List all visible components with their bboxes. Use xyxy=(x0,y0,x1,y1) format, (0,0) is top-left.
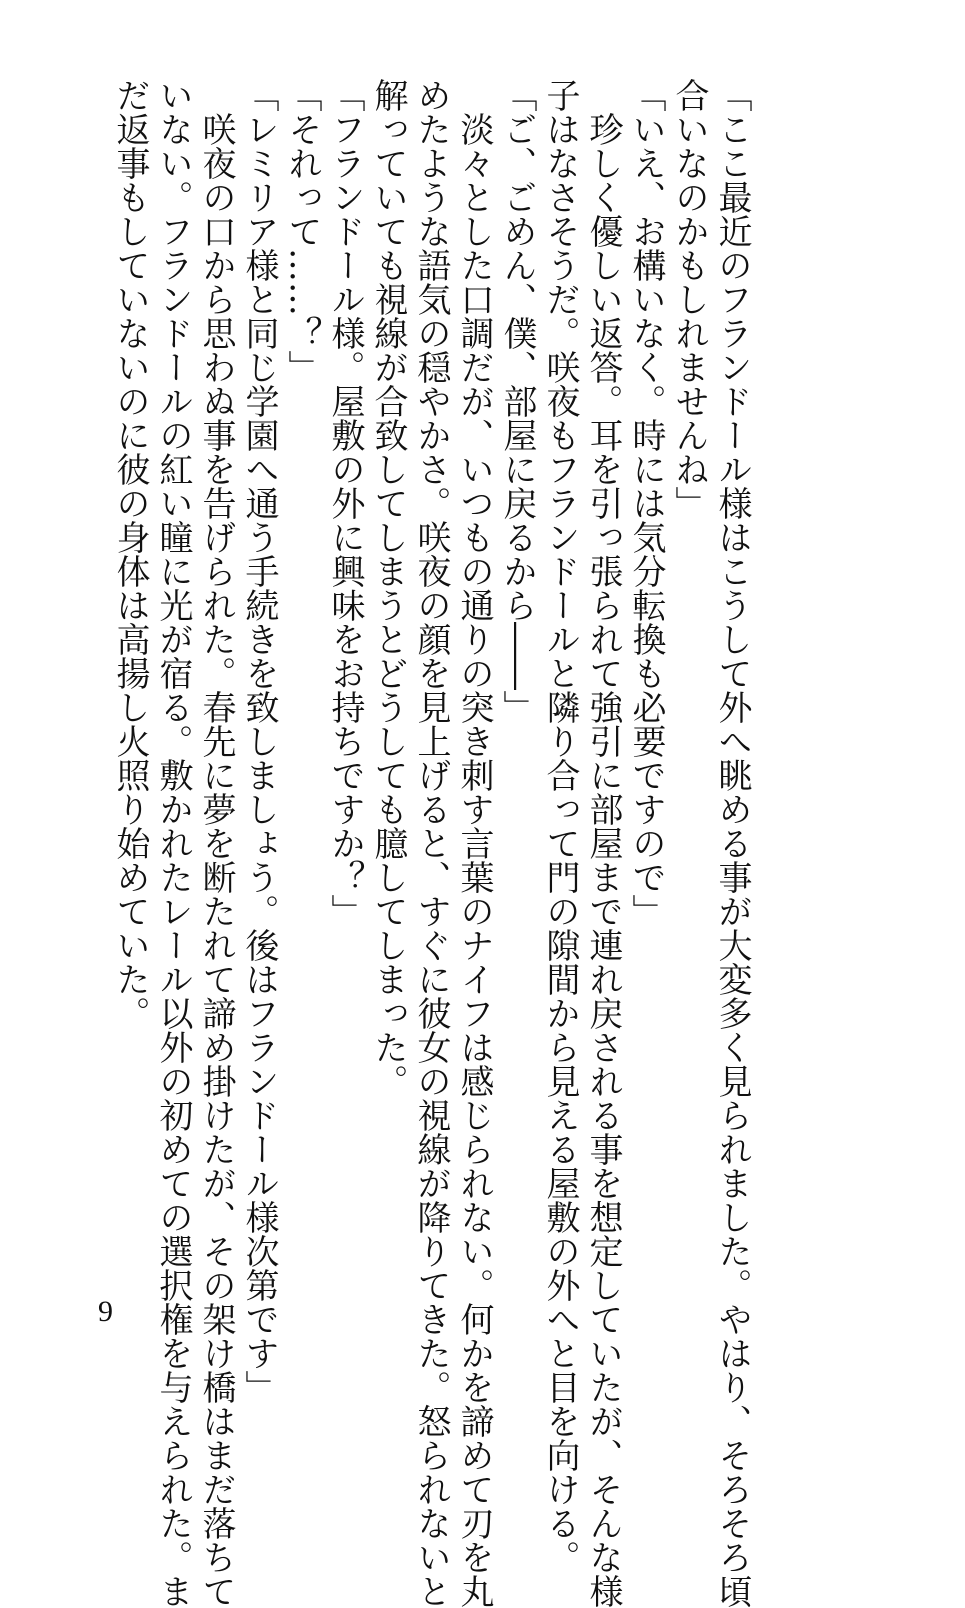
text-line: 「フランドール様。屋敷の外に興味をお持ちですか？」 xyxy=(325,78,365,928)
text-line: 珍しく優しい返答。耳を引っ張られて強引に部屋まで連れ戻される事を想定していたが、そんな様 xyxy=(583,78,623,1608)
text-line: 「ここ最近のフランドール様はこうして外へ眺める事が大変多く見られました。やはり、そろそろ頃 xyxy=(712,78,752,1608)
page-number: 9 xyxy=(98,1295,113,1328)
text-line: 「いえ、お構いなく。時には気分転換も必要ですので」 xyxy=(626,78,666,928)
text-line: 合いなのかもしれませんね」 xyxy=(669,78,709,520)
text-line: 咲夜の口から思わぬ事を告げられた。春先に夢を断たれて諦め掛けたが、その架け橋はまだ落ちて xyxy=(196,78,236,1608)
text-line: めたような語気の穏やかさ。咲夜の顔を見上げると、すぐに彼女の視線が降りてきた。怒られないと xyxy=(411,78,451,1608)
body-text xyxy=(108,78,753,1608)
text-line: いない。フランドールの紅い瞳に光が宿る。敷かれたレール以外の初めての選択権を与えられた。ま xyxy=(153,78,193,1608)
text-line: 「それって……？」 xyxy=(282,78,322,384)
text-line: 淡々とした口調だが、いつもの通りの突き刺す言葉のナイフは感じられない。何かを諦めて刃を丸 xyxy=(454,78,494,1608)
text-line: 「ご、ごめん、僕、部屋に戻るから――」 xyxy=(497,78,537,724)
text-line: 子はなさそうだ。咲夜もフランドールと隣り合って門の隙間から見える屋敷の外へと目を向ける。 xyxy=(540,78,580,1574)
text-line: だ返事もしていないのに彼の身体は高揚し火照り始めていた。 xyxy=(110,78,150,1030)
text-line: 「レミリア様と同じ学園へ通う手続きを致しましょう。後はフランドール様次第です」 xyxy=(239,78,279,1404)
text-line: 解っていても視線が合致してしまうとどうしても臆してしまった。 xyxy=(368,78,408,1098)
